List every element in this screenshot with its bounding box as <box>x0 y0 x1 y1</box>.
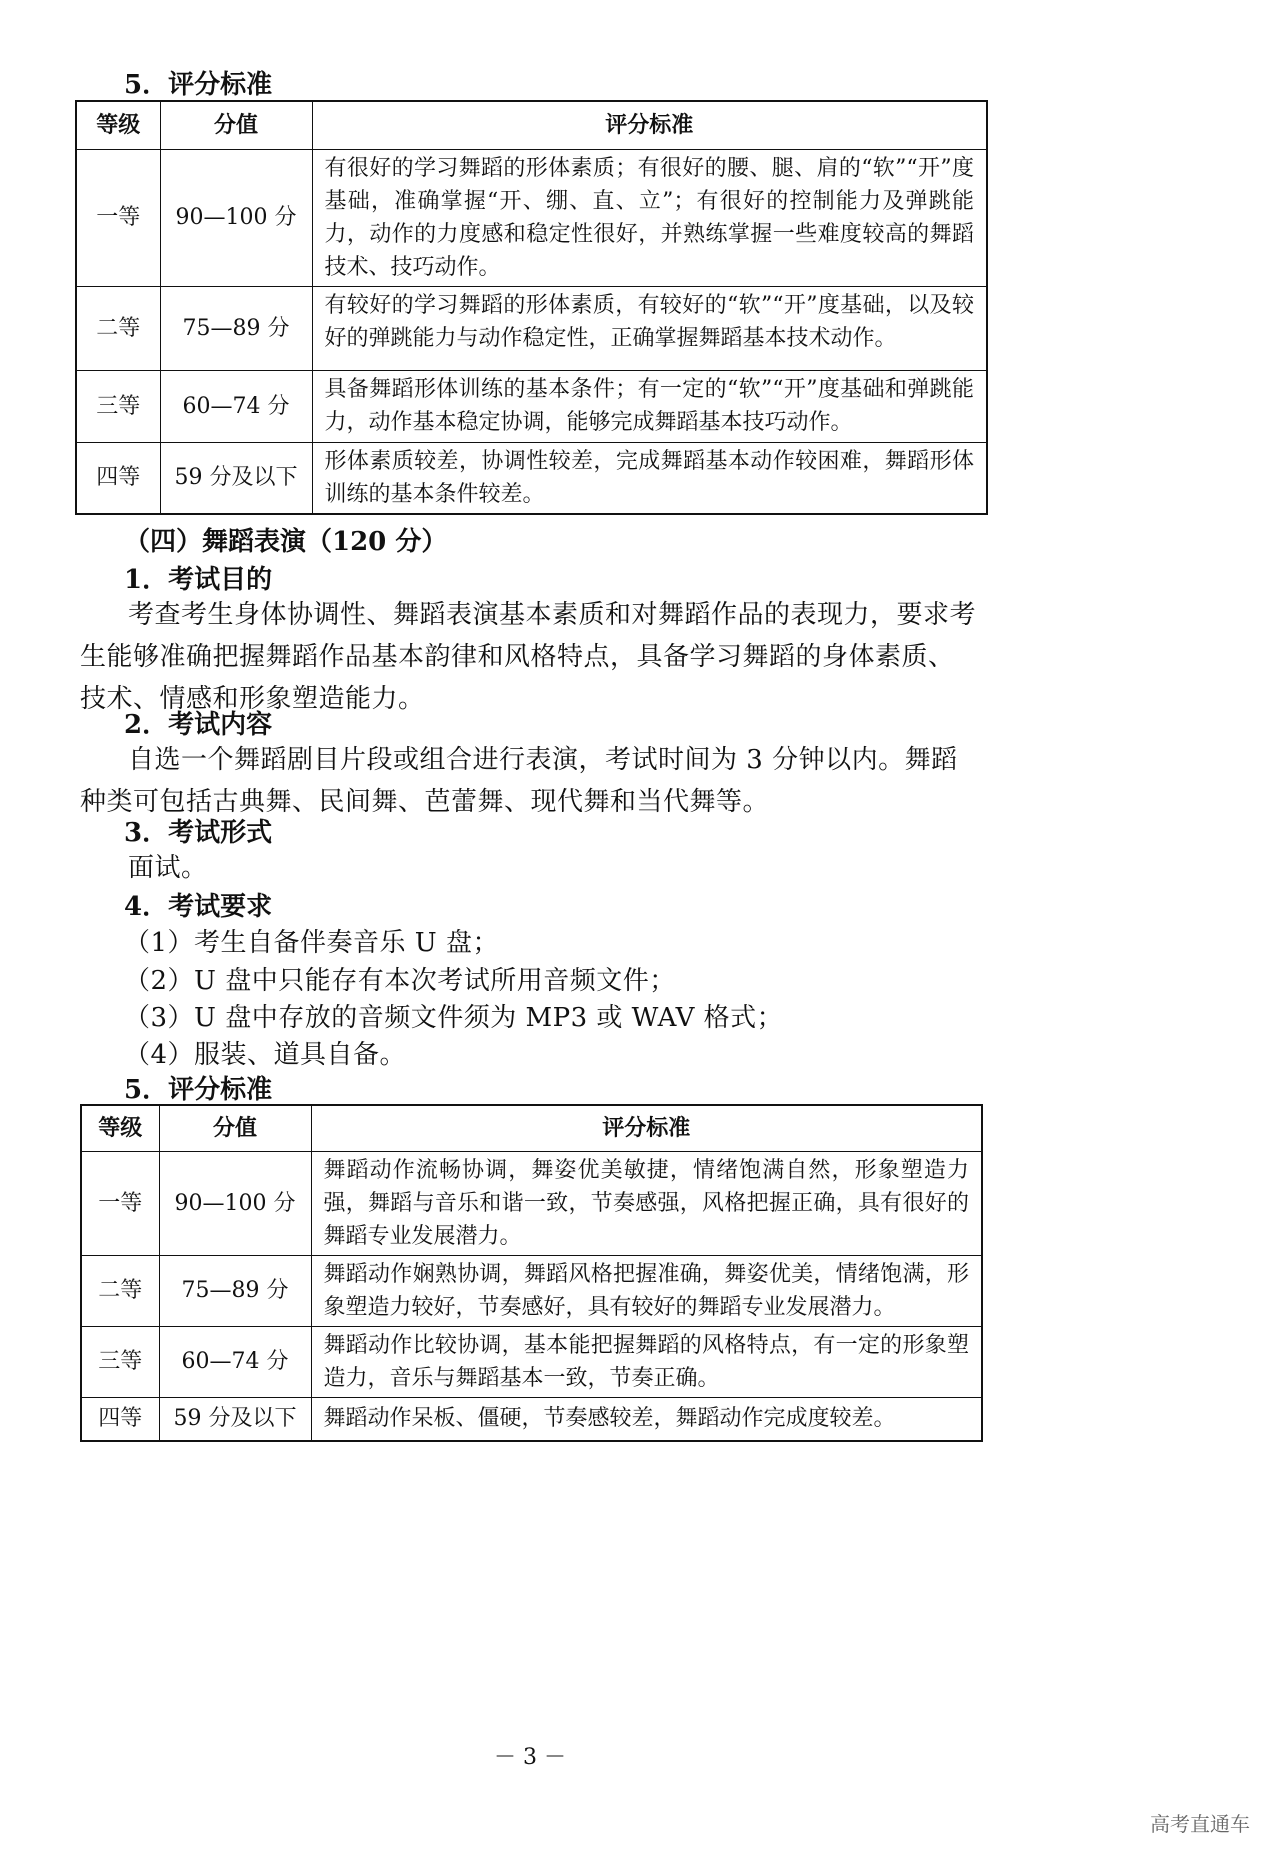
score-cell: 75—89 分 <box>159 1255 311 1326</box>
table-row <box>81 1151 982 1255</box>
criteria-cell: 形体素质较差，协调性较差，完成舞蹈基本动作较困难，舞蹈形体训练的基本条件较差。 <box>312 442 987 514</box>
header-criteria: 评分标准 <box>312 101 987 149</box>
table-row <box>81 1397 982 1441</box>
section-title-dance-performance: （四）舞蹈表演（120 分） <box>124 527 448 557</box>
criteria-cell: 舞蹈动作娴熟协调，舞蹈风格把握准确，舞姿优美，情绪饱满，形象塑造力较好，节奏感好，具有较好的舞蹈专业发展潜力。 <box>311 1255 982 1326</box>
criteria-cell: 舞蹈动作呆板、僵硬，节奏感较差，舞蹈动作完成度较差。 <box>311 1397 982 1441</box>
grade-cell: 二等 <box>76 286 160 370</box>
grade-cell: 三等 <box>81 1326 159 1397</box>
heading-exam-requirements: 4．考试要求 <box>124 892 273 922</box>
table-row <box>76 442 987 514</box>
grade-cell: 二等 <box>81 1255 159 1326</box>
header-score: 分值 <box>159 1105 311 1151</box>
scoring-table-2 <box>80 1104 983 1442</box>
table-row <box>76 370 987 442</box>
heading-exam-content: 2．考试内容 <box>124 710 273 740</box>
score-cell: 60—74 分 <box>159 1326 311 1397</box>
paragraph-exam-purpose: 考查考生身体协调性、舞蹈表演基本素质和对舞蹈作品的表现力，要求考生能够准确把握舞蹈作品基本韵律和风格特点，具备学习舞蹈的身体素质、技术、情感和形象塑造能力。 <box>80 600 977 714</box>
score-cell: 60—74 分 <box>160 370 312 442</box>
heading-exam-purpose: 1．考试目的 <box>124 565 273 595</box>
paragraph-exam-content: 自选一个舞蹈剧目片段或组合进行表演，考试时间为 3 分钟以内。舞蹈种类可包括古典舞、民间舞、芭蕾舞、现代舞和当代舞等。 <box>80 745 958 817</box>
criteria-cell: 有较好的学习舞蹈的形体素质，有较好的“软”“开”度基础，以及较好的弹跳能力与动作稳定性，正确掌握舞蹈基本技术动作。 <box>312 286 987 370</box>
scoring-table-1 <box>75 100 988 515</box>
grade-cell: 一等 <box>81 1151 159 1255</box>
grade-cell: 四等 <box>76 442 160 514</box>
section-heading-scoring-1: 5．评分标准 <box>124 70 273 100</box>
page-number: － 3 － <box>494 1745 566 1770</box>
criteria-cell: 舞蹈动作流畅协调，舞姿优美敏捷，情绪饱满自然，形象塑造力强，舞蹈与音乐和谐一致，节奏感强，风格把握正确，具有很好的舞蹈专业发展潜力。 <box>311 1151 982 1255</box>
score-cell: 75—89 分 <box>160 286 312 370</box>
table-row <box>76 149 987 286</box>
score-cell: 59 分及以下 <box>160 442 312 514</box>
table-row <box>76 286 987 370</box>
criteria-cell: 有很好的学习舞蹈的形体素质；有很好的腰、腿、肩的“软”“开”度基础，准确掌握“开、绷、直、立”；有很好的控制能力及弹跳能力，动作的力度感和稳定性很好，并熟练掌握一些难度较高的舞蹈技术、技巧动作。 <box>312 149 987 286</box>
requirement-item: （3）U 盘中存放的音频文件须为 MP3 或 WAV 格式； <box>124 1003 784 1033</box>
score-cell: 90—100 分 <box>159 1151 311 1255</box>
requirement-item: （1）考生自备伴奏音乐 U 盘； <box>124 928 499 958</box>
table-header-row <box>76 101 987 149</box>
header-grade: 等级 <box>81 1105 159 1151</box>
criteria-cell: 舞蹈动作比较协调，基本能把握舞蹈的风格特点，有一定的形象塑造力，音乐与舞蹈基本一致，节奏正确。 <box>311 1326 982 1397</box>
heading-exam-form: 3．考试形式 <box>124 818 273 848</box>
watermark-text: 高考直通车 <box>1150 1812 1250 1836</box>
table-row <box>81 1255 982 1326</box>
score-cell: 90—100 分 <box>160 149 312 286</box>
requirement-item: （2）U 盘中只能存有本次考试所用音频文件； <box>124 966 676 996</box>
table-row <box>81 1326 982 1397</box>
table-header-row <box>81 1105 982 1151</box>
requirement-item: （4）服装、道具自备。 <box>124 1040 407 1070</box>
grade-cell: 四等 <box>81 1397 159 1441</box>
header-score: 分值 <box>160 101 312 149</box>
score-cell: 59 分及以下 <box>159 1397 311 1441</box>
criteria-cell: 具备舞蹈形体训练的基本条件；有一定的“软”“开”度基础和弹跳能力，动作基本稳定协调，能够完成舞蹈基本技巧动作。 <box>312 370 987 442</box>
header-grade: 等级 <box>76 101 160 149</box>
grade-cell: 三等 <box>76 370 160 442</box>
paragraph-exam-form: 面试。 <box>128 853 208 883</box>
header-criteria: 评分标准 <box>311 1105 982 1151</box>
grade-cell: 一等 <box>76 149 160 286</box>
section-heading-scoring-2: 5．评分标准 <box>124 1075 273 1105</box>
